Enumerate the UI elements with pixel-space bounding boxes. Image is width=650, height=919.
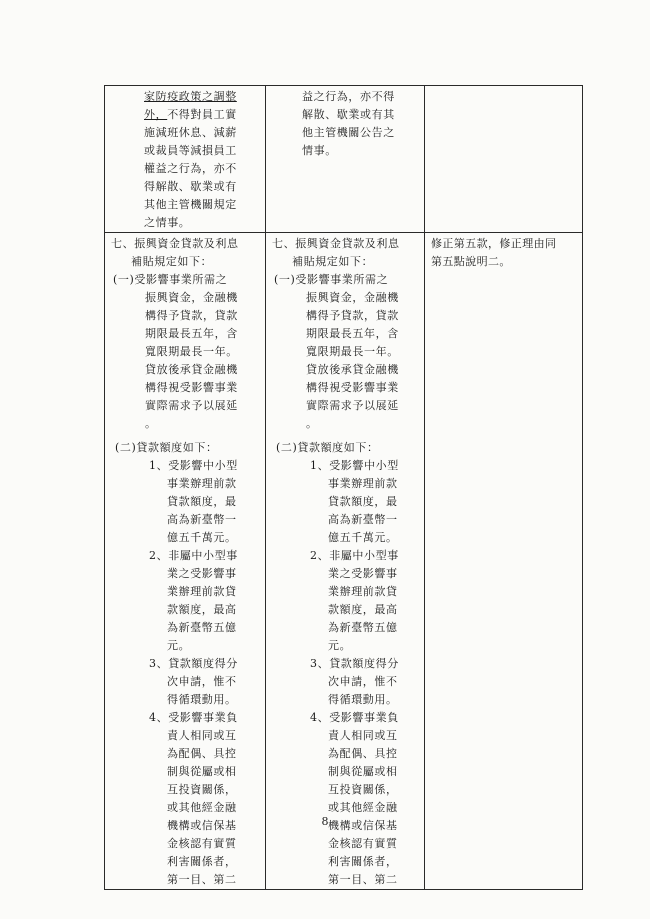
sub-item-line: 貸款額度，最 [167,495,237,508]
item-line: 構得視受影響事業 [306,381,399,394]
sub-item-line: 高為新臺幣一 [328,513,398,526]
explanation-line: 修正第五款，修正理由同 [431,237,557,250]
sub-item-line: 4、受影響事業負 [310,711,399,724]
row2-note-text [425,233,582,271]
item-line: 寬限期最長一年。 [145,345,238,358]
item-heading: (二)貸款額度如下： [115,441,218,454]
sub-item-line: 次申請，惟不 [167,675,237,688]
row1-current-text [266,86,424,160]
sub-item-line: 元。 [328,639,352,652]
sub-item-line: 責人相同或互 [167,729,237,742]
sub-item-line: 為配偶、具控 [328,747,398,760]
text-line: 權益之行為，亦不 [144,162,237,175]
sub-item-line: 4、受影響事業負 [149,711,238,724]
sub-item-line: 金核認有實質 [328,837,398,850]
sub-item-line: 元。 [167,639,191,652]
item-line: (一)受影響事業所需之 [274,273,389,286]
sub-item-line: 互投資關係， [167,783,237,796]
sub-item-line: 機構或信保基 [328,819,398,832]
sub-item-line: 互投資關係， [328,783,398,796]
row2-current-cell [266,233,425,890]
item-line: 期限最長五年，含 [145,327,238,340]
sub-item-line: 業之受影響事 [328,567,398,580]
section-heading: 補貼規定如下： [292,255,374,268]
row2-amended-cell [105,233,266,890]
sub-item-line: 為新臺幣五億 [328,621,398,634]
sub-item-line: 得循環動用。 [167,693,237,706]
item-line: 。 [306,417,318,430]
sub-item-line: 1、受影響中小型 [149,459,238,472]
sub-item-line: 2、非屬中小型事 [149,549,238,562]
sub-item-line: 第一目、第二 [328,873,398,886]
item-line: 構得予貸款，貸款 [145,309,238,322]
sub-item-line: 責人相同或互 [328,729,398,742]
page-number: 8 [321,815,329,828]
text-line: 施減班休息、減薪 [144,126,237,139]
table-row [105,86,583,233]
item-heading: (二)貸款額度如下： [276,441,379,454]
text-line: 他主管機關公告之 [302,126,395,139]
sub-item-line: 業辦理前款貸 [167,585,237,598]
item-line: 貸放後承貸金融機 [306,363,399,376]
sub-item-line: 次申請，惟不 [328,675,398,688]
text-line: 或裁員等減損員工 [144,144,237,157]
sub-item-line: 為新臺幣五億 [167,621,237,634]
item-line: 期限最長五年，含 [306,327,399,340]
text-line: 得解散、歇業或有 [144,180,237,193]
item-line: 構得予貸款，貸款 [306,309,399,322]
item-label: (一) [274,273,296,286]
section-heading: 七、振興資金貸款及利息 [111,237,239,250]
item-line: 。 [145,417,157,430]
sub-item-line: 貸款額度，最 [328,495,398,508]
row2-amended-text [105,233,265,889]
sub-item-line: 3、貸款額度得分 [310,657,399,670]
item-line: (一)受影響事業所需之 [113,273,228,286]
item-line: 寬限期最長一年。 [306,345,399,358]
text-line: 益之行為，亦不得 [302,90,395,103]
row1-amended-cell [105,86,266,233]
sub-item-line: 利害關係者， [328,855,398,868]
sub-item-line: 事業辦理前款 [328,477,398,490]
sub-item-line: 或其他經金融 [328,801,398,814]
text-line: 之情事。 [144,216,191,229]
item-line: 構得視受影響事業 [145,381,238,394]
row1-note-cell [425,86,583,233]
item-line: 實際需求予以展延 [145,399,238,412]
sub-item-line: 事業辦理前款 [167,477,237,490]
text-fragment: 不得對員工實 [167,108,237,121]
item-line: 貸放後承貸金融機 [145,363,238,376]
text-line: 其他主管機關規定 [144,198,237,211]
sub-item-line: 高為新臺幣一 [167,513,237,526]
text-line: 家防疫政策之調整 [144,90,237,103]
sub-item-line: 款額度，最高 [328,603,398,616]
text-line [105,106,265,124]
explanation-line: 第五點說明二。 [431,255,511,268]
sub-item-line: 金核認有實質 [167,837,237,850]
text-line: 情事。 [302,144,337,157]
sub-item-line: 利害關係者， [167,855,237,868]
sub-item-line: 1、受影響中小型 [310,459,399,472]
sub-item-line: 或其他經金融 [167,801,237,814]
row2-current-text [266,233,424,889]
row2-note-cell [425,233,583,890]
row1-current-cell [266,86,425,233]
item-label: (一) [113,273,135,286]
sub-item-line: 款額度，最高 [167,603,237,616]
section-heading: 補貼規定如下： [131,255,213,268]
sub-item-line: 2、非屬中小型事 [310,549,399,562]
text-line: 解散、歇業或有其 [302,108,395,121]
underlined-fragment: 外， [144,108,168,121]
sub-item-line: 業之受影響事 [167,567,237,580]
table-row [105,233,583,890]
sub-item-line: 制與從屬或相 [167,765,237,778]
sub-item-line: 第一目、第二 [167,873,237,886]
sub-item-line: 制與從屬或相 [328,765,398,778]
sub-item-line: 機構或信保基 [167,819,237,832]
section-heading: 七、振興資金貸款及利息 [272,237,400,250]
item-line: 振興資金，金融機 [306,291,399,304]
sub-item-line: 為配偶、具控 [167,747,237,760]
row1-amended-text [105,86,265,232]
sub-item-line: 得循環動用。 [328,693,398,706]
comparison-table [104,85,583,890]
item-line: 振興資金，金融機 [145,291,238,304]
sub-item-line: 億五千萬元。 [328,531,398,544]
sub-item-line: 億五千萬元。 [167,531,237,544]
sub-item-line: 3、貸款額度得分 [149,657,238,670]
item-line: 實際需求予以展延 [306,399,399,412]
sub-item-line: 業辦理前款貸 [328,585,398,598]
